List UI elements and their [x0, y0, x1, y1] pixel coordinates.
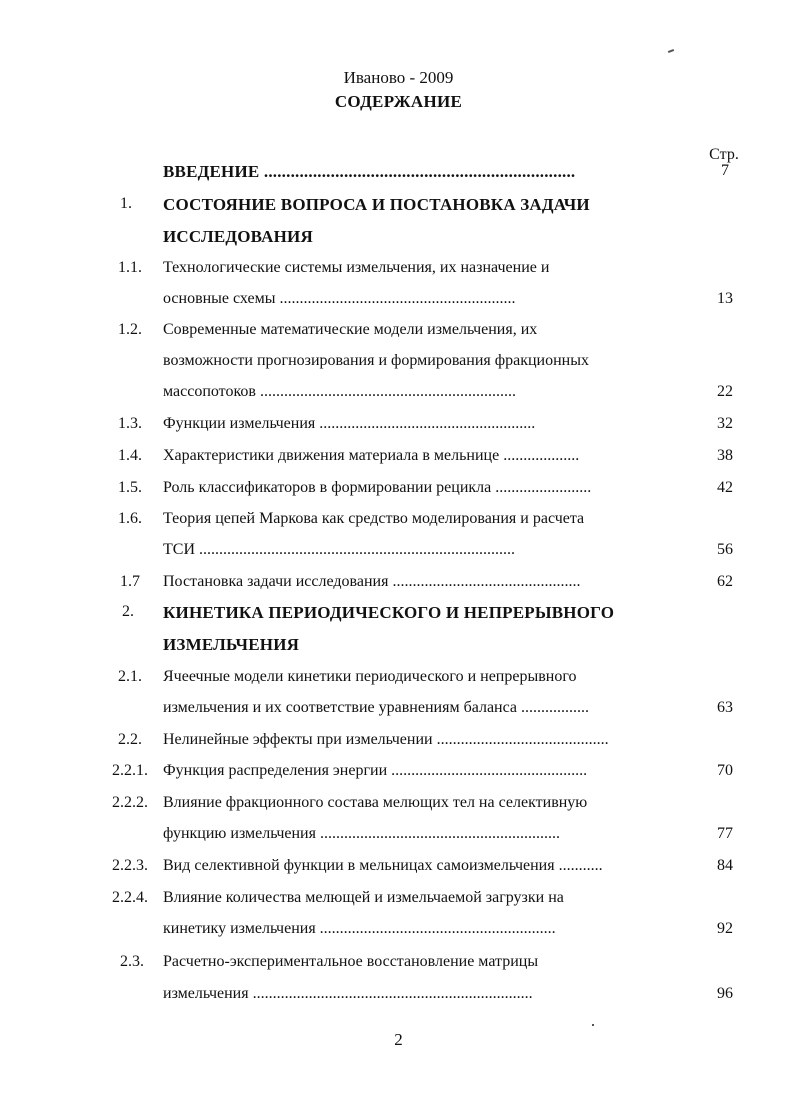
toc-entry-number: 1.6.	[118, 510, 142, 527]
toc-entry[interactable]	[0, 668, 797, 692]
toc-entry-page: 56	[717, 541, 733, 558]
toc-entry[interactable]	[0, 731, 797, 755]
toc-entry-text: Характеристики движения материала в мельнице ...................	[163, 447, 580, 464]
toc-entry[interactable]	[0, 857, 797, 881]
toc-entry-text: Функция распределения энергии .................................................	[163, 762, 588, 779]
toc-entry-continuation	[0, 290, 797, 314]
toc-entry[interactable]	[0, 447, 797, 471]
toc-entry-number: 2.2.1.	[112, 762, 148, 779]
toc-entry[interactable]	[0, 195, 797, 219]
toc-entry-number: 1.7	[120, 573, 140, 590]
toc-entry[interactable]	[0, 794, 797, 818]
toc-entry[interactable]	[0, 889, 797, 913]
toc-entry-text: Вид селективной функции в мельницах самоизмельчения ...........	[163, 857, 603, 874]
toc-entry-number: 2.2.4.	[112, 889, 148, 906]
toc-entry-continuation	[0, 227, 797, 251]
toc-entry-text: измельчения и их соответствие уравнениям баланса .................	[163, 699, 590, 716]
toc-entry[interactable]	[0, 573, 797, 597]
toc-entry-page: 38	[717, 447, 733, 464]
toc-entry-number: 1.5.	[118, 479, 142, 496]
toc-entry-continuation	[0, 920, 797, 944]
toc-entry-text: ТСИ ...............................................................................	[163, 541, 515, 558]
toc-entry-number: 2.2.	[118, 731, 142, 748]
city-year: Иваново - 2009	[343, 68, 454, 87]
toc-entry-text: КИНЕТИКА ПЕРИОДИЧЕСКОГО И НЕПРЕРЫВНОГО	[163, 603, 615, 622]
toc-entry-page: 63	[717, 699, 733, 716]
toc-entry-number: 1.1.	[118, 259, 142, 276]
toc-entry-text: функцию измельчения ............................................................	[163, 825, 560, 842]
toc-entry-text: Влияние фракционного состава мелющих тел на селективную	[163, 794, 588, 811]
toc-entry-continuation	[0, 541, 797, 565]
toc-entry-text: Влияние количества мелющей и измельчаемой загрузки на	[163, 889, 564, 906]
toc-entry-text: измельчения ......................................................................	[163, 985, 533, 1002]
toc-entry-text: основные схемы ...........................................................	[163, 290, 516, 307]
toc-entry-text: Теория цепей Маркова как средство моделирования и расчета	[163, 510, 585, 527]
scan-speck	[592, 1024, 594, 1026]
toc-entry-text: массопотоков ................................................................	[163, 383, 516, 400]
toc-entry-number: 2.2.3.	[112, 857, 148, 874]
toc-entry-text: ИЗМЕЛЬЧЕНИЯ	[163, 635, 300, 654]
toc-entry-page: 84	[717, 857, 733, 874]
toc-entry[interactable]	[0, 479, 797, 503]
toc-entry-page: 32	[717, 415, 733, 432]
toc-entry[interactable]	[0, 510, 797, 534]
toc-entry-page: 13	[717, 290, 733, 307]
toc-entry-number: 2.3.	[120, 953, 144, 970]
toc-entry-continuation	[0, 825, 797, 849]
toc-entry[interactable]	[0, 162, 797, 186]
toc-entry-page: 70	[717, 762, 733, 779]
toc-entry-number: 1.	[120, 195, 132, 212]
toc-entry-text: кинетику измельчения ...........................................................	[163, 920, 556, 937]
toc-entry[interactable]	[0, 762, 797, 786]
toc-entry-page: 62	[717, 573, 733, 590]
toc-entry-text: ВВЕДЕНИЕ ......................................................................	[163, 162, 576, 181]
toc-entry-number: 1.3.	[118, 415, 142, 432]
toc-entry[interactable]	[0, 259, 797, 283]
toc-entry-text: Современные математические модели измельчения, их	[163, 321, 538, 338]
toc-entry[interactable]	[0, 415, 797, 439]
toc-entry-page: 96	[717, 985, 733, 1002]
toc-entry-number: 1.4.	[118, 447, 142, 464]
toc-entry-text: Нелинейные эффекты при измельчении ...........................................	[163, 731, 609, 748]
toc-entry[interactable]	[0, 603, 797, 627]
toc-entry-page: 42	[717, 479, 733, 496]
toc-entry-number: 2.	[122, 603, 134, 620]
toc-entry-continuation	[0, 383, 797, 407]
toc-entry-continuation	[0, 635, 797, 659]
toc-entry-text: ИССЛЕДОВАНИЯ	[163, 227, 313, 246]
toc-entry-continuation	[0, 352, 797, 376]
toc-entry[interactable]	[0, 321, 797, 345]
toc-entry-text: Функции измельчения ......................................................	[163, 415, 536, 432]
toc-entry-text: Постановка задачи исследования ...............................................	[163, 573, 581, 590]
toc-entry-text: Ячеечные модели кинетики периодического и непрерывного	[163, 668, 577, 685]
toc-entry-text: СОСТОЯНИЕ ВОПРОСА И ПОСТАНОВКА ЗАДАЧИ	[163, 195, 590, 214]
toc-entry-page: 92	[717, 920, 733, 937]
toc-entry-text: Роль классификаторов в формировании рецикла ........................	[163, 479, 592, 496]
toc-entry-page: 77	[717, 825, 733, 842]
scan-speck	[668, 49, 674, 53]
page-title: СОДЕРЖАНИЕ	[334, 92, 463, 111]
page-number: 2	[394, 1030, 403, 1049]
toc-entry-text: Расчетно-экспериментальное восстановление матрицы	[163, 953, 539, 970]
toc-entry-number: 2.2.2.	[112, 794, 148, 811]
page-column-label: Стр.	[709, 146, 739, 163]
toc-entry-page: 22	[717, 383, 733, 400]
toc-entry-continuation	[0, 985, 797, 1009]
toc-entry[interactable]	[0, 953, 797, 977]
toc-entry-text: Технологические системы измельчения, их назначение и	[163, 259, 550, 276]
toc-entry-number: 2.1.	[118, 668, 142, 685]
toc-entry-page: 7	[721, 162, 729, 179]
toc-entry-number: 1.2.	[118, 321, 142, 338]
toc-entry-continuation	[0, 699, 797, 723]
toc-entry-text: возможности прогнозирования и формирования фракционных	[163, 352, 589, 369]
